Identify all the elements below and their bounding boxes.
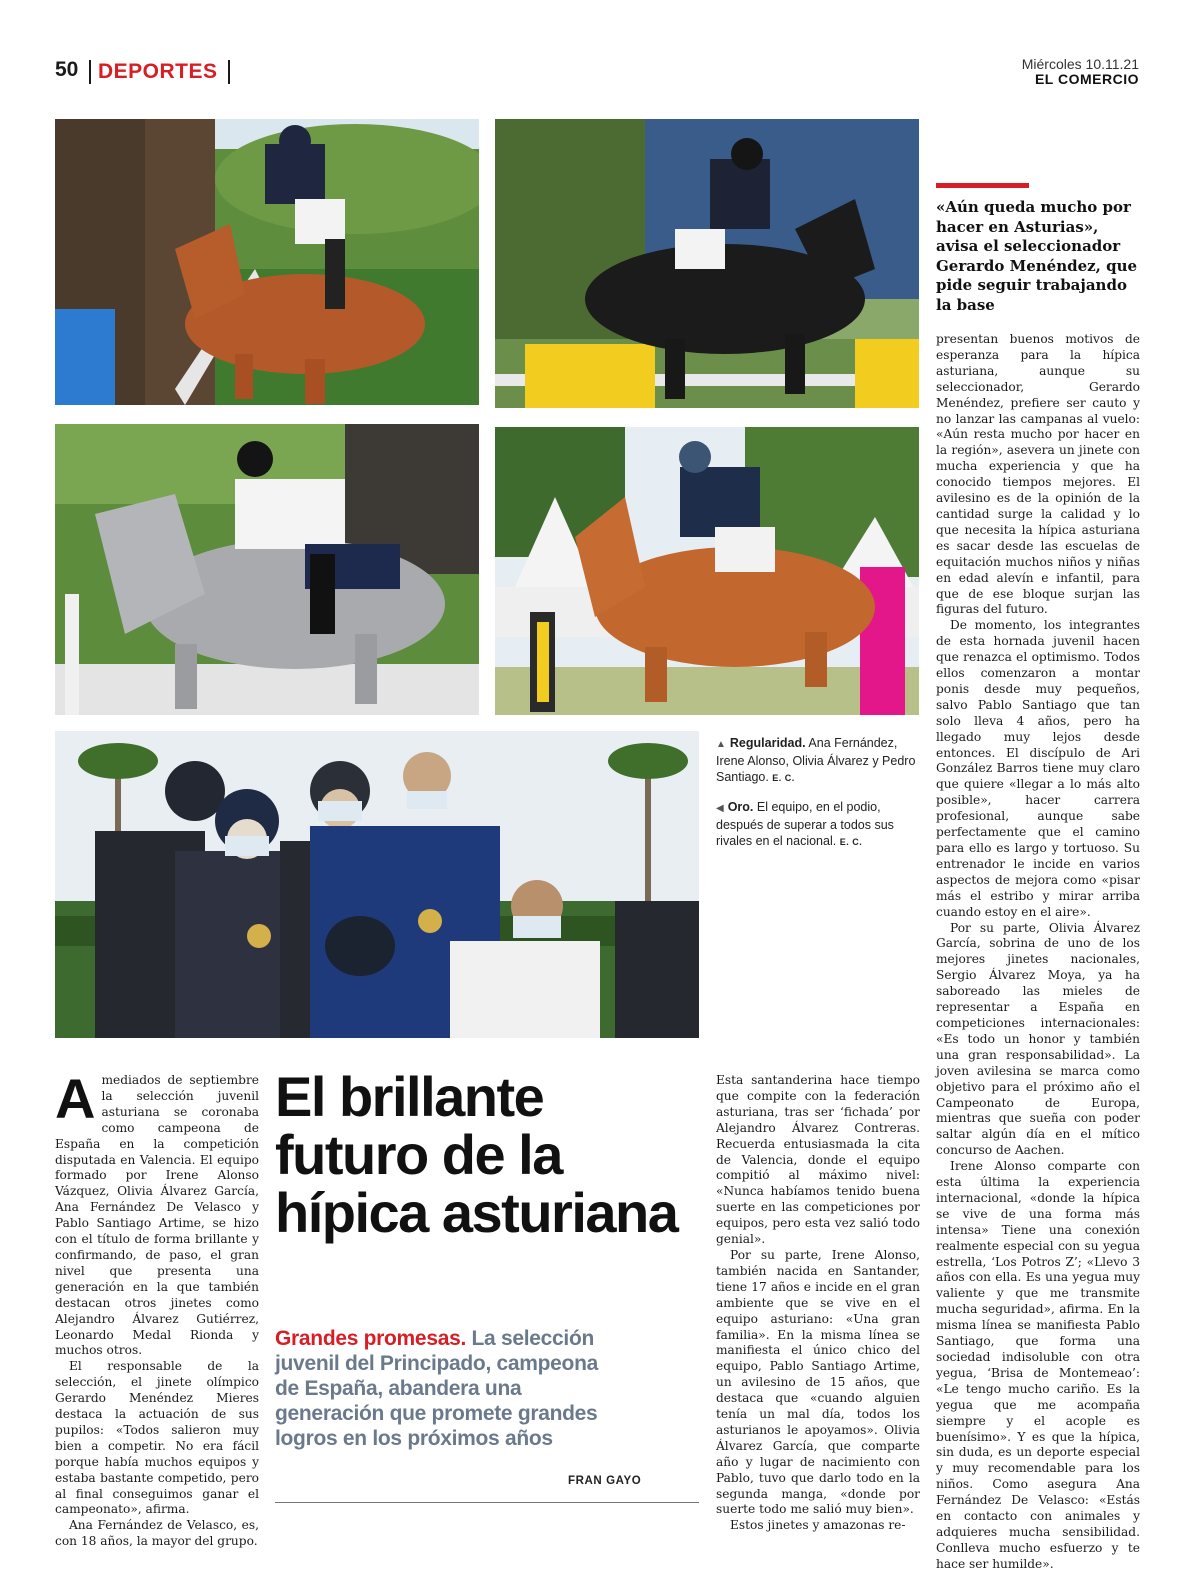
article-column-3 bbox=[716, 1073, 920, 1534]
photo-rider-grey-horse bbox=[55, 424, 479, 715]
header-divider bbox=[89, 60, 91, 84]
deck-subheadline bbox=[275, 1326, 620, 1451]
photo-team-podium bbox=[55, 731, 699, 1038]
headline: El brillante futuro de la hípica asturiana bbox=[275, 1065, 678, 1244]
article-paragraph: Por su parte, Irene Alonso, también nacida en Santander, tiene 17 años e incide en el gran ambiente que se vive en el equipo asturiano: «Una gran familia». En la misma línea se manifiesta el único chico del equipo, Pablo Santiago Artime, un avilesino de 15 años, que destaca que «cuando alguien tenía un mal día, todos los asturianos le apoyamos». Olivia Álvarez García, que comparte año y lugar de nacimiento con Pablo, tuvo que darlo todo en la segunda manga, «donde por suerte todo me salió muy bien». bbox=[716, 1247, 920, 1517]
article-paragraph: El responsable de la selección, el jinete olímpico Gerardo Menéndez Mieres destaca la actuación de sus pupilos: «Todos salieron muy bien a competir. No era fácil porque había muchos equipos y estaba bastante competido, pero al final conseguimos ganar el campeonato», afirma. bbox=[55, 1359, 259, 1517]
pull-quote-accent-bar bbox=[936, 183, 1029, 188]
caption-lead: Oro. bbox=[727, 800, 754, 814]
article-column-4 bbox=[936, 332, 1140, 1573]
article-paragraph: Esta santanderina hace tiempo que compite con la federación asturiana, tras ser ‘fichada’ por Alejandro Álvarez Contreras. Recuerda entusiasmada la cita de Valencia, donde el equipo compitió al máximo nivel: «Nunca habíamos tenido buena suerte en las competiciones por equipos, pero esta vez salió todo genial». bbox=[716, 1073, 920, 1247]
up-arrow-icon: ▲ bbox=[716, 739, 726, 750]
header-divider bbox=[228, 60, 230, 84]
byline-rule bbox=[275, 1502, 699, 1503]
article-paragraph: Ana Fernández de Velasco, es, con 18 años, la mayor del grupo. bbox=[55, 1518, 259, 1549]
deck-text: La selección juvenil del Principado, campeona de España, abandera una generación que promete grandes logros en los próximos años bbox=[275, 1327, 598, 1450]
issue-date: Miércoles 10.11.21 bbox=[1021, 56, 1139, 72]
section-title: DEPORTES bbox=[98, 60, 218, 83]
photo-credit: E. C. bbox=[772, 773, 795, 783]
caption-text: Ana Fernández, Irene Alonso, Olivia Álvarez y Pedro Santiago. bbox=[716, 736, 916, 784]
drop-cap: A bbox=[55, 1067, 96, 1130]
caption-lead: Regularidad. bbox=[729, 736, 806, 750]
photo-rider-chestnut-horse bbox=[55, 119, 479, 405]
article-paragraph: Irene Alonso comparte con esta última la experiencia internacional, «donde la hípica se vive de una forma más intensa» Tiene una conexión realmente especial con su yegua estrella, ‘Los Potros Z’; «Llevo 3 años con ella. Es una yegua muy valiente y que me transmite mucha seguridad», afirma. En la misma línea se manifiesta Pablo Santiago, que forma una sociedad indisoluble con otra yegua, ‘Brisa de Montemeao’: «Le tengo mucho cariño. Es la yegua que me acompaña siempre y el acople es buenísimo». Y es que la hípica, sin duda, es un deporte especial y muy recomendable para los niños. Como asegura Ana Fernández De Velasco: «Estás en contacto con animales y adquieres mucha sensibilidad. Conlleva mucho esfuerzo y te hace ser humilde». bbox=[936, 1159, 1140, 1571]
left-arrow-icon: ◀ bbox=[716, 803, 724, 814]
article-paragraph: Por su parte, Olivia Álvarez García, sobrina de uno de los mejores jinetes nacionales, Sergio Álvarez Moya, ya ha saboreado las mieles de representar a España en competiciones internacionales: «Es todo un honor y también una gran responsabilidad». La joven avilesina se marca como objetivo para el próximo año el Campeonato de Europa, mientras que sueña con poder saltar algún día en el mítico concurso de Aachen. bbox=[936, 920, 1140, 1158]
photo-credit: E. C. bbox=[839, 837, 863, 847]
photo-rider-dark-horse bbox=[495, 119, 919, 408]
article-paragraph: presentan buenos motivos de esperanza para la hípica asturiana, aunque su seleccionador, Gerardo Menéndez, prefiere ser cauto y no lanzar las campanas al vuelo: «Aún resta mucho por hacer en la región», asevera un jinete con mucha experiencia y que ha conocido tiempos mejores. El avilesino es de la opinión de la cantidad surge la calidad y lo que necesita la hípica asturiana es sacar desde las escuelas de equitación muchos niños y niñas en edad alevín e infantil, para que de ese bloque surjan las figuras del futuro. bbox=[936, 332, 1140, 617]
caption-text: El equipo, en el podio, después de superar a todos sus rivales en el nacional. bbox=[716, 800, 894, 848]
article-paragraph: Estos jinetes y amazonas re- bbox=[730, 1518, 906, 1533]
article-paragraph: Amediados de septiembre la selección juvenil asturiana se coronaba como campeona de España en la competición disputada en Valencia. El equipo formado por Irene Alonso Vázquez, Olivia Álvarez García, Ana Fernández De Velasco y Pablo Santiago Artime, se hizo con el título de forma brillante y confirmando, de paso, el gran nivel que presenta una generación en la que también destacan otros jinetes como Alejandro Álvarez Gutiérrez, Leonardo Medal Rionda y muchos otros. bbox=[55, 1067, 259, 1358]
byline: FRAN GAYO bbox=[568, 1475, 642, 1487]
pull-quote: «Aún queda mucho por hacer en Asturias», avisa el seleccionador Gerardo Menéndez, que pide seguir trabajando la base bbox=[936, 198, 1138, 314]
photo-rider-pink-jump bbox=[495, 427, 919, 715]
newspaper-name: EL COMERCIO bbox=[1034, 71, 1139, 87]
article-column-1 bbox=[55, 1067, 259, 1550]
deck-lead: Grandes promesas. bbox=[275, 1327, 466, 1350]
caption-oro bbox=[716, 799, 921, 850]
caption-regularidad bbox=[716, 735, 921, 786]
article-paragraph: De momento, los integrantes de esta hornada juvenil hacen que renazca el optimismo. Todos ellos comenzaron a montar ponis desde muy pequeños, salvo Pablo Santiago que tan solo lleva 4 años, pero ha llegado muy lejos desde entonces. El discípulo de Ari González Barros tiene muy claro que quiere «llegar a lo más alto posible», hacer carrera profesional, aunque sabe perfectamente que el camino para ello es largo y tortuoso. Su entrenador le incide en varios aspectos de mejora como «pisar más el estribo y mirar arriba cuando estoy en el aire». bbox=[936, 618, 1140, 919]
page-number: 50 bbox=[55, 58, 79, 81]
